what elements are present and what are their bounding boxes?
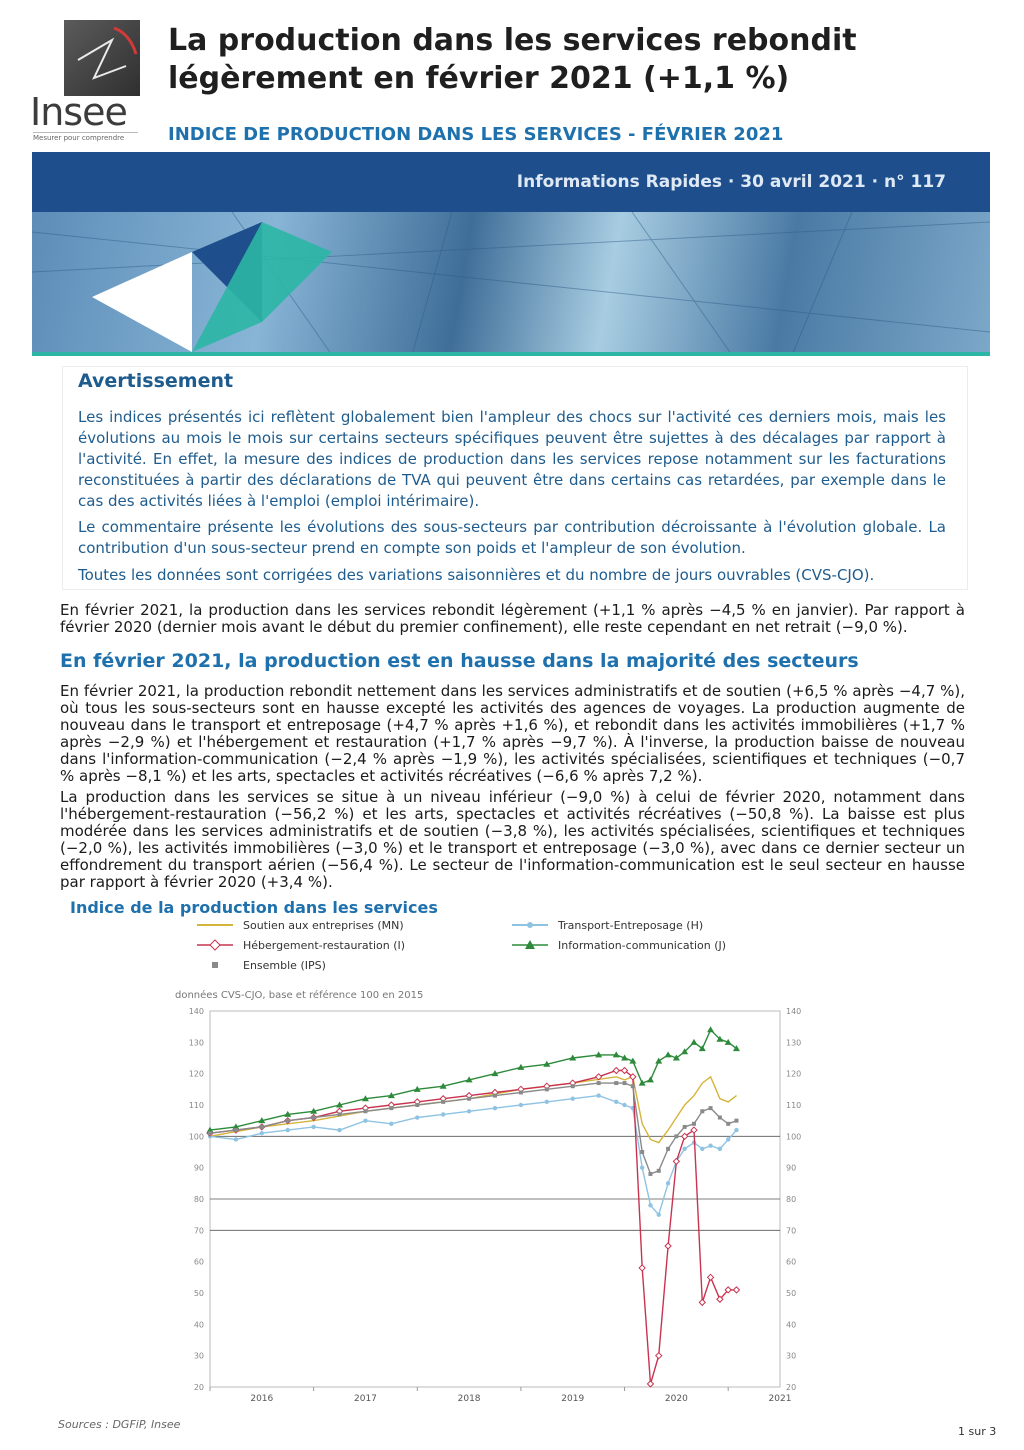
logo-wordmark: Insee (30, 90, 127, 134)
data-point (571, 1084, 575, 1088)
x-tick-label: 2016 (250, 1394, 274, 1404)
y-tick-label-left: 140 (188, 1007, 204, 1016)
data-point (415, 1115, 419, 1119)
y-tick-label-left: 90 (193, 1163, 204, 1173)
title-line-2: légèrement en février 2021 (+1,1 %) (168, 61, 790, 96)
intro-paragraph: En février 2021, la production dans les services rebondit légèrement (+1,1 % après −4,5 % en janvier). Par rapport à février 2020 (dernier mois avant le début du premier confinement), elle reste cependant en net retrait (−9,0 %). (60, 601, 965, 636)
y-tick-label-left: 30 (193, 1351, 204, 1361)
data-point (707, 1026, 714, 1032)
insee-logo (30, 20, 142, 142)
chart-title: Indice de la production dans les services (70, 898, 438, 917)
y-tick-label-right: 50 (786, 1289, 797, 1298)
data-point (708, 1274, 714, 1280)
data-point (639, 1265, 645, 1271)
data-point (709, 1106, 713, 1110)
data-point (363, 1109, 367, 1113)
y-tick-label-right: 70 (786, 1226, 797, 1236)
banner-illustration (32, 212, 990, 355)
data-point (640, 1165, 644, 1169)
data-point (441, 1100, 445, 1104)
data-point (415, 1103, 419, 1107)
y-tick-label-left: 100 (188, 1132, 204, 1142)
y-tick-label-left: 70 (193, 1226, 204, 1236)
y-tick-label-left: 50 (193, 1289, 204, 1298)
y-tick-label-left: 110 (188, 1101, 204, 1110)
data-point (699, 1299, 705, 1305)
data-point (338, 1112, 342, 1116)
data-point (734, 1119, 738, 1123)
page-number: 1 sur 3 (958, 1425, 997, 1438)
data-point (208, 1131, 212, 1135)
data-point (692, 1122, 696, 1126)
y-tick-label-right: 20 (786, 1383, 797, 1392)
data-point (657, 1212, 661, 1216)
y-tick-label-right: 40 (786, 1320, 797, 1330)
data-point (708, 1144, 712, 1148)
data-point (726, 1137, 730, 1141)
series-line (210, 1077, 737, 1143)
warning-box (62, 366, 968, 590)
y-tick-label-right: 90 (786, 1163, 797, 1173)
warning-heading: Avertissement (78, 370, 234, 392)
data-point (467, 1097, 471, 1101)
data-point (312, 1116, 316, 1120)
y-tick-label-right: 140 (786, 1007, 802, 1016)
data-point (622, 1103, 626, 1107)
data-point (363, 1118, 367, 1122)
data-point (614, 1100, 618, 1104)
publication-kicker: INDICE DE PRODUCTION DANS LES SERVICES - FÉVRIER 2021 (168, 124, 784, 145)
chart-note: données CVS-CJO, base et référence 100 en 2015 (175, 990, 424, 1001)
y-tick-label-right: 120 (786, 1069, 802, 1079)
data-point (545, 1087, 549, 1091)
data-point (683, 1125, 687, 1129)
body-paragraph-1: En février 2021, la production rebondit nettement dans les services administratifs et de soutien (+6,5 % après −4,7 %), où tous les sous-secteurs sont en hausse excepté les activités des agences de voyages. La production augmente de nouveau dans le transport et entreposage (+4,7 % après +1,6 %), et rebondit dans les activités immobilières (+1,7 % après −2,9 %) et l'hébergement et restauration (+1,7 % après −9,7 %). À l'inverse, la production baisse de nouveau dans l'information-communication (−2,4 % après −1,9 %), les activités spécialisées, scientifiques et techniques (−0,7 % après −8,1 %) et les arts, spectacles et activités récréatives (−6,6 % après 7,2 %). (60, 682, 965, 785)
data-point (234, 1128, 238, 1132)
data-point (656, 1353, 662, 1359)
data-point (726, 1122, 730, 1126)
data-point (311, 1125, 315, 1129)
data-point (733, 1287, 739, 1293)
legend-label: Hébergement-restauration (I) (243, 939, 406, 952)
series-line (210, 1071, 737, 1384)
data-point (613, 1068, 619, 1074)
x-tick-label: 2019 (561, 1394, 585, 1404)
y-tick-label-left: 130 (188, 1038, 204, 1048)
data-point (571, 1097, 575, 1101)
data-point (666, 1181, 670, 1185)
y-tick-label-right: 110 (786, 1101, 802, 1110)
y-tick-label-left: 40 (193, 1320, 204, 1330)
y-tick-label-right: 100 (786, 1132, 802, 1142)
banner-accent-line (32, 352, 990, 356)
data-point (657, 1169, 661, 1173)
data-point (718, 1116, 722, 1120)
data-point (234, 1137, 238, 1141)
info-banner (32, 152, 990, 212)
publication-reference: Informations Rapides · 30 avril 2021 · n° 117 (516, 172, 946, 192)
y-tick-label-left: 120 (188, 1069, 204, 1079)
warning-paragraph-2: Le commentaire présente les évolutions des sous-secteurs par contribution décroissante à l'évolution globale. La contribution d'un sous-secteur prend en compte son poids et l'ampleur de son évolution. (78, 518, 946, 557)
body-paragraph-2: La production dans les services se situe à un niveau inférieur (−9,0 %) à celui de février 2020, notamment dans l'hébergement-restauration (−56,2 %) et les arts, spectacles et activités récréatives (−50,8 %). La baisse est plus modérée dans les services administratifs et de soutien (−3,8 %), les activités spécialisées, scientifiques et techniques (−2,0 %), les activités immobilières (−3,0 %) et le transport et entreposage (−3,0 %), avec dans ce dernier secteur un effondrement du transport aérien (−56,4 %). Le secteur de l'information-communication est le seul secteur en hausse par rapport à février 2020 (+3,4 %). (60, 788, 965, 891)
data-point (700, 1109, 704, 1113)
data-point (718, 1147, 722, 1151)
y-tick-label-left: 60 (193, 1257, 204, 1267)
legend-label: Ensemble (IPS) (243, 959, 326, 972)
logo-tagline: Mesurer pour comprendre (33, 132, 138, 142)
data-point (690, 1039, 697, 1045)
production-index-chart (170, 1005, 835, 1415)
data-point (389, 1122, 393, 1126)
data-point (337, 1128, 341, 1132)
y-tick-label-right: 60 (786, 1257, 797, 1267)
y-tick-label-left: 80 (193, 1195, 204, 1204)
data-point (493, 1094, 497, 1098)
legend-label: Soutien aux entreprises (MN) (243, 919, 404, 932)
data-point (648, 1172, 652, 1176)
data-point (260, 1125, 264, 1129)
data-point (665, 1051, 672, 1057)
data-point (682, 1147, 686, 1151)
data-point (614, 1081, 618, 1085)
data-point (647, 1076, 654, 1082)
data-point (666, 1147, 670, 1151)
data-point (389, 1106, 393, 1110)
warning-paragraph-1: Les indices présentés ici reflètent globalement bien l'ampleur des chocs sur l'activité ces derniers mois, mais les évolutions au mois le mois sur certains secteurs spécifiques peuvent être sujettes à des décalages par rapport à l'activité. En effet, la mesure des indices de production dans les services repose notamment sur les facturations reconstituées à partir des déclarations de TVA qui peuvent être dans certains cas retardées, par exemple dans le cas des activités liées à l'emploi (emploi intérimaire). (78, 408, 946, 510)
data-point (596, 1093, 600, 1097)
data-point (519, 1090, 523, 1094)
data-point (493, 1106, 497, 1110)
data-point (648, 1203, 652, 1207)
warning-paragraph-3: Toutes les données sont corrigées des variations saisonnières et du nombre de jours ouvrables (CVS-CJO). (78, 566, 875, 584)
data-point (665, 1243, 671, 1249)
data-point (286, 1128, 290, 1132)
x-tick-label: 2017 (354, 1394, 377, 1404)
data-point (286, 1119, 290, 1123)
data-point (623, 1081, 627, 1085)
y-tick-label-right: 130 (786, 1038, 802, 1048)
legend-label: Information-communication (J) (558, 939, 727, 952)
y-tick-label-right: 80 (786, 1195, 797, 1204)
data-point (597, 1081, 601, 1085)
data-point (260, 1131, 264, 1135)
title-line-1: La production dans les services rebondit (168, 23, 857, 58)
legend-label: Transport-Entreposage (H) (558, 919, 704, 932)
x-tick-label: 2021 (768, 1394, 792, 1404)
data-point (734, 1128, 738, 1132)
data-point (441, 1112, 445, 1116)
data-point (631, 1084, 635, 1088)
data-point (674, 1134, 678, 1138)
logo-mark (64, 20, 140, 96)
page-title (168, 22, 998, 98)
chart-sources: Sources : DGFiP, Insee (58, 1418, 181, 1431)
data-point (700, 1147, 704, 1151)
data-point (655, 1058, 662, 1064)
data-point (519, 1103, 523, 1107)
x-tick-label: 2018 (457, 1394, 481, 1404)
data-point (545, 1100, 549, 1104)
x-tick-label: 2020 (664, 1394, 688, 1404)
y-tick-label-right: 30 (786, 1351, 797, 1361)
section-heading: En février 2021, la production est en hausse dans la majorité des secteurs (60, 650, 859, 672)
data-point (647, 1381, 653, 1387)
data-point (640, 1150, 644, 1154)
y-tick-label-left: 20 (193, 1383, 204, 1392)
data-point (467, 1109, 471, 1113)
